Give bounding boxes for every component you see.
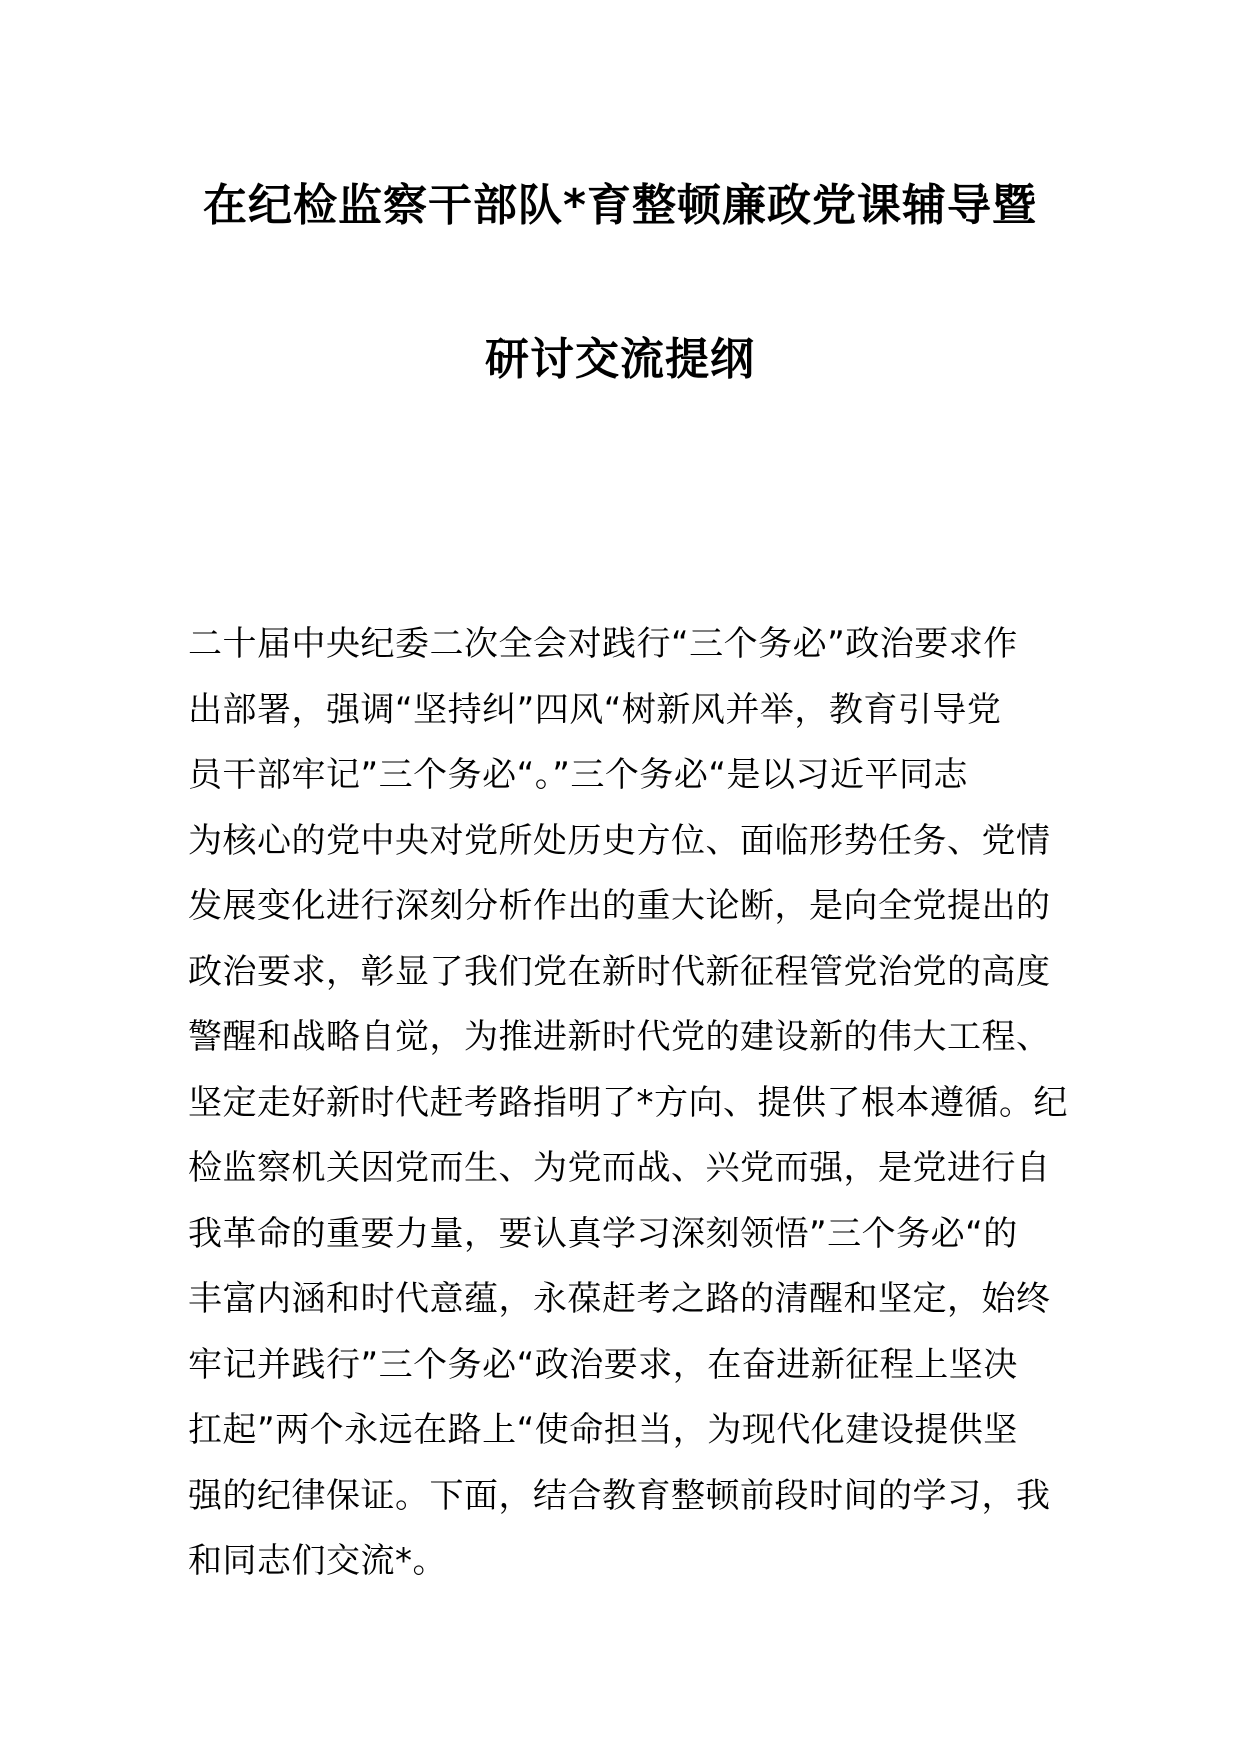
body-line: 为核心的党中央对党所处历史方位、面临形势任务、党情: [188, 820, 1051, 861]
document-title-line-1: 在纪检监察干部队*育整顿廉政党课辅导暨: [202, 180, 1037, 231]
body-line: 出部署，强调“坚持纠”四风“树新风并举，教育引导党: [188, 689, 1002, 730]
body-line: 警醒和战略自觉，为推进新时代党的建设新的伟大工程、: [188, 1017, 1051, 1057]
body-line: 我革命的重要力量，要认真学习深刻领悟”三个务必“的: [188, 1213, 1018, 1254]
body-line: 坚定走好新时代赶考路指明了*方向、提供了根本遵循。纪: [188, 1082, 1068, 1123]
body-line: 牢记并践行”三个务必“政治要求，在奋进新征程上坚决: [188, 1344, 1018, 1385]
body-line: 政治要求，彰显了我们党在新时代新征程管党治党的高度: [188, 951, 1051, 992]
body-line: 员干部牢记”三个务必“。”三个务必“是以习近平同志: [188, 755, 968, 795]
body-line: 和同志们交流*。: [188, 1541, 447, 1581]
body-line: 发展变化进行深刻分析作出的重大论断，是向全党提出的: [188, 886, 1051, 926]
body-line: 检监察机关因党而生、为党而战、兴党而强，是党进行自: [188, 1148, 1051, 1188]
body-line: 二十届中央纪委二次全会对践行“三个务必”政治要求作: [188, 624, 1018, 664]
document-title-line-2: 研讨交流提纲: [485, 334, 755, 385]
document-body-paragraph: [188, 612, 1068, 1595]
body-line: 丰富内涵和时代意蕴，永葆赶考之路的清醒和坚定，始终: [188, 1279, 1051, 1319]
body-line: 扛起”两个永远在路上“使命担当，为现代化建设提供坚: [188, 1410, 1018, 1450]
body-line: 强的纪律保证。下面，结合教育整顿前段时间的学习，我: [188, 1475, 1051, 1516]
